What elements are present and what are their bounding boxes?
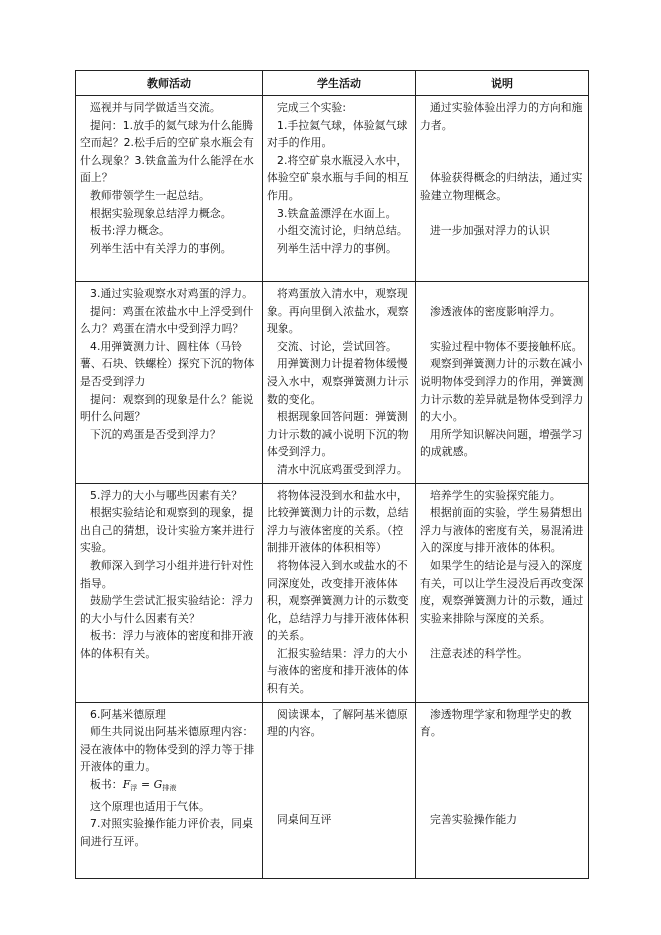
paragraph: 根据实验现象总结浮力概念。 xyxy=(90,206,232,220)
paragraph: 板书：浮力与液体的密度和排开液体的体积有关。 xyxy=(80,629,254,660)
table-row xyxy=(76,282,589,484)
formula-weight-subscript: 排液 xyxy=(162,784,177,793)
paragraph: 3.铁盒盖漂浮在水面上。 xyxy=(277,206,397,220)
paragraph: 提问：观察到的现象是什么？能说明什么问题？ xyxy=(80,392,254,424)
notes-cell xyxy=(416,96,589,282)
table-row xyxy=(76,702,589,878)
formula-buoyancy-symbol: F xyxy=(122,778,131,792)
table-row xyxy=(76,96,589,282)
notes-cell xyxy=(416,282,589,484)
paragraph: 用弹簧测力计提着物体缓慢浸入水中，观察弹簧测力计示数的变化。 xyxy=(267,357,409,406)
paragraph: 6.阿基米德原理 xyxy=(90,707,166,721)
paragraph: 提问：1.放手的氦气球为什么能腾空而起？2.松手后的空矿泉水瓶会有什么现象？3.铁盒盖为什么能浮在水面上？ xyxy=(80,118,254,185)
paragraph: 3.通过实验观察水对鸡蛋的浮力。 xyxy=(90,287,254,300)
paragraph: 将鸡蛋放入清水中，观察现象。再向里倒入浓盐水，观察现象。 xyxy=(267,287,409,336)
paragraph: 2.将空矿泉水瓶浸入水中，体验空矿泉水瓶与手间的相互作用。 xyxy=(267,153,409,202)
formula-equals: = xyxy=(137,778,154,792)
paragraph: 渗透液体的密度影响浮力。 xyxy=(430,304,561,318)
paragraph: 培养学生的实验探究能力。 xyxy=(430,488,561,502)
table-row xyxy=(76,483,589,702)
paragraph: 根据实验结论和观察到的现象，提出自己的猜想，设计实验方案并进行实验。 xyxy=(80,506,255,555)
paragraph: 如果学生的结论是与浸入的深度有关，可以让学生浸没后再改变深度，观察弹簧测力计的示数，通过实验来排除与深度的关系。 xyxy=(420,558,584,625)
paragraph: 将物体浸没到水和盐水中，比较弹簧测力计的示数，总结浮力与液体密度的关系。（控制排开液体的体积相等） xyxy=(267,488,409,555)
paragraph: 交流、讨论，尝试回答。 xyxy=(277,339,397,353)
teacher-cell xyxy=(76,96,263,282)
paragraph: 提问：鸡蛋在浓盐水中上浮受到什么力？鸡蛋在清水中受到浮力吗？ xyxy=(80,304,254,336)
formula-buoyancy-subscript: 浮 xyxy=(130,784,138,793)
student-cell xyxy=(263,282,416,484)
paragraph: 通过实验体验出浮力的方向和施力者。 xyxy=(420,101,583,132)
paragraph: 列举生活中浮力的事例。 xyxy=(277,241,397,255)
paragraph: 1.手拉氦气球，体验氦气球对手的作用。 xyxy=(267,118,408,150)
paragraph: 根据前面的实验，学生易猜想出浮力与液体的密度有关，易混淆进入的深度与排开液体的体积。 xyxy=(420,506,584,555)
formula-line xyxy=(80,776,258,798)
paragraph: 注意表述的科学性。 xyxy=(430,646,529,660)
paragraph: 4.用弹簧测力计、圆柱体（马铃薯、石块、铁螺栓）探究下沉的物体是否受到浮力 xyxy=(80,339,255,388)
teacher-cell xyxy=(76,702,263,878)
header-teacher: 教师活动 xyxy=(76,71,263,96)
notes-cell xyxy=(416,483,589,702)
header-student: 学生活动 xyxy=(263,71,416,96)
formula-weight-symbol: G xyxy=(153,778,163,792)
paragraph: 根据现象回答问题：弹簧测力计示数的减小说明下沉的物体受到浮力。 xyxy=(267,410,409,459)
header-notes: 说明 xyxy=(416,71,589,96)
paragraph: 巡视并与同学做适当交流。 xyxy=(90,101,221,114)
paragraph: 7.对照实验操作能力评价表，同桌间进行互评。 xyxy=(80,817,254,848)
paragraph: 渗透物理学家和物理学史的教育。 xyxy=(420,707,572,739)
paragraph: 阅读课本，了解阿基米德原理的内容。 xyxy=(267,707,408,739)
paragraph: 同桌间互评 xyxy=(277,813,332,827)
paragraph: 用所学知识解决问题，增强学习的成就感。 xyxy=(420,427,583,459)
formula-label: 板书： xyxy=(90,778,123,792)
paragraph: 列举生活中有关浮力的事例。 xyxy=(90,241,232,255)
paragraph: 观察到弹簧测力计的示数在减小说明物体受到浮力的作用，弹簧测力计示数的差异就是物体受到浮力的大小。 xyxy=(420,357,584,424)
paragraph: 这个原理也适用于气体。 xyxy=(90,799,210,813)
student-cell xyxy=(263,483,416,702)
paragraph: 完成三个实验: xyxy=(277,101,347,114)
student-cell xyxy=(263,702,416,878)
notes-cell xyxy=(416,702,589,878)
paragraph: 实验过程中物体不要接触杯底。 xyxy=(430,339,583,353)
paragraph: 教师带领学生一起总结。 xyxy=(90,188,210,202)
paragraph: 清水中沉底鸡蛋受到浮力。 xyxy=(277,462,408,476)
header-row xyxy=(76,71,589,96)
paragraph: 小组交流讨论，归纳总结。 xyxy=(277,224,408,238)
paragraph: 板书:浮力概念。 xyxy=(90,224,171,238)
paragraph: 完善实验操作能力 xyxy=(430,813,518,827)
student-cell xyxy=(263,96,416,282)
paragraph: 汇报实验结果：浮力的大小与液体的密度和排开液体的体积有关。 xyxy=(267,646,409,696)
paragraph: 教师深入到学习小组并进行针对性指导。 xyxy=(80,558,254,590)
paragraph: 体验获得概念的归纳法，通过实验建立物理概念。 xyxy=(420,171,583,202)
paragraph: 下沉的鸡蛋是否受到浮力？ xyxy=(90,427,221,441)
paragraph: 5.浮力的大小与哪些因素有关？ xyxy=(90,488,243,502)
lesson-table xyxy=(75,70,589,879)
paragraph: 将物体浸入到水或盐水的不同深度处，改变排开液体体积，观察弹簧测力计的示数变化，总结浮力与排开液体体积的关系。 xyxy=(267,558,409,643)
teacher-cell xyxy=(76,282,263,484)
paragraph: 鼓励学生尝试汇报实验结论：浮力的大小与什么因素有关？ xyxy=(80,594,254,625)
paragraph: 师生共同说出阿基米德原理内容：浸在液体中的物体受到的浮力等于排开液体的重力。 xyxy=(80,725,255,774)
paragraph: 进一步加强对浮力的认识 xyxy=(430,224,550,238)
teacher-cell xyxy=(76,483,263,702)
